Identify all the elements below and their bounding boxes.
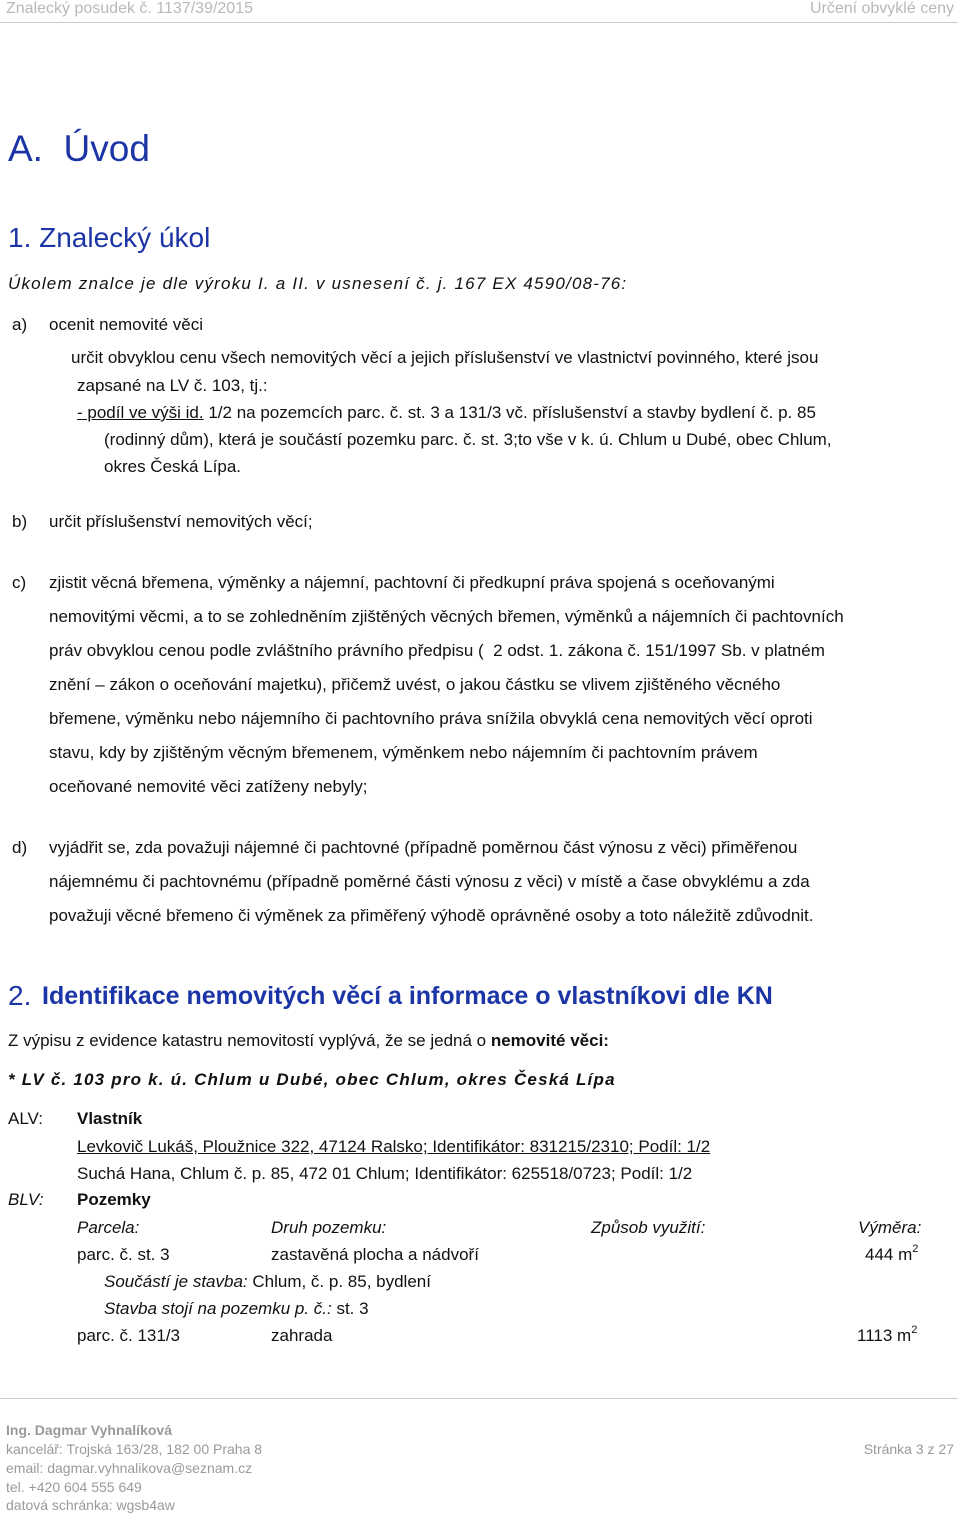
footer-name: Ing. Dagmar Vyhnalíková: [6, 1422, 172, 1438]
item-b-text: určit příslušenství nemovitých věcí;: [49, 512, 313, 531]
item-c-line: nemovitými věcmi, a to se zohledněním zjištěných věcných břemen, výměnků a nájemních či pachtovních: [49, 607, 844, 626]
row2-druh: zahrada: [271, 1326, 333, 1345]
section2-intro-text: Z výpisu z evidence katastru nemovitostí vyplývá, že se jedná o: [8, 1031, 491, 1050]
item-a-line5: okres Česká Lípa.: [104, 457, 242, 476]
stavba-label: Součástí je stavba:: [104, 1272, 248, 1291]
header-doc-number: Znalecký posudek č. 1137/39/2015: [6, 0, 253, 17]
table-header-vymera: Výměra:: [858, 1218, 922, 1237]
section2-title: Identifikace nemovitých věcí a informace o vlastníkovi dle KN: [42, 982, 773, 1010]
table-header-parcela: Parcela:: [77, 1218, 140, 1237]
footer-divider: [0, 1398, 958, 1399]
row1-vymera-sup: 2: [912, 1243, 919, 1255]
share-rest-text: 1/2 na pozemcích parc. č. st. 3 a 131/3 vč. příslušenství a stavby bydlení č. p. 85: [203, 403, 816, 422]
item-a-line4: (rodinný dům), která je součástí pozemku parc. č. st. 3;to vše v k. ú. Chlum u Dubé, obec Chlum,: [104, 430, 832, 449]
item-c-line: stavu, kdy by zjištěným věcným břemenem, výměnkem nebo nájemním či pachtovním právem: [49, 743, 758, 762]
item-d-line: považuji věcné břemeno či výměnek za přiměřený výhodě oprávněné osoby a toto náležitě zdůvodnit.: [49, 906, 814, 925]
blv-label: BLV:: [8, 1190, 44, 1209]
row2-parcela: parc. č. 131/3: [77, 1326, 181, 1345]
item-c-line: znění – zákon o oceňování majetku), přičemž uvést, o jakou částku se vlivem zjištěného věcného: [49, 675, 781, 694]
owner-2: Suchá Hana, Chlum č. p. 85, 472 01 Chlum; Identifikátor: 625518/0723; Podíl: 1/2: [77, 1164, 693, 1183]
table-header-druh: Druh pozemku:: [271, 1218, 387, 1237]
section1-title: 1. Znalecký úkol: [8, 222, 211, 253]
blv-title: Pozemky: [77, 1190, 151, 1209]
row1-vymera-value: 444 m: [865, 1245, 913, 1264]
row1-parcela: parc. č. st. 3: [77, 1245, 170, 1264]
header-divider: [0, 22, 958, 23]
row2-vymera-value: 1113 m: [857, 1326, 912, 1345]
stoji-line: [104, 1299, 369, 1319]
section2-intro-bold: nemovité věci:: [490, 1031, 609, 1050]
stavba-line: [104, 1272, 431, 1292]
item-c-label: c): [12, 573, 27, 592]
item-b-label: b): [12, 512, 28, 531]
section2-number: 2.: [8, 980, 32, 1011]
item-a-line3: [77, 403, 816, 423]
row1-vymera: [865, 1245, 918, 1265]
header-section-title: Určení obvyklé ceny: [809, 0, 954, 17]
item-a-label: a): [12, 315, 28, 334]
footer-databox: datová schránka: wgsb4aw: [6, 1497, 175, 1513]
stoji-label: Stavba stojí na pozemku p. č.:: [104, 1299, 332, 1318]
item-c-line: břemene, výměnku nebo nájemního či pachtovního práva snížila obvyklá cena nemovitých věcí oproti: [49, 709, 813, 728]
table-header-zpusob: Způsob využití:: [591, 1218, 706, 1237]
share-underlined-text: - podíl ve výši id.: [77, 403, 204, 422]
section1-intro: Úkolem znalce je dle výroku I. a II. v usnesení č. j. 167 EX 4590/08-76:: [8, 274, 628, 293]
row1-druh: zastavěná plocha a nádvoří: [271, 1245, 479, 1264]
row2-vymera: [857, 1326, 917, 1346]
item-d-label: d): [12, 838, 28, 857]
section2-intro: [8, 1031, 609, 1051]
lv-line: * LV č. 103 pro k. ú. Chlum u Dubé, obec Chlum, okres Česká Lípa: [8, 1070, 616, 1089]
item-d-line: vyjádřit se, zda považuji nájemné či pachtovné (případně poměrnou část výnosu z věci) přiměřenou: [49, 838, 798, 857]
owner-1: Levkovič Lukáš, Ploužnice 322, 47124 Ralsko; Identifikátor: 831215/2310; Podíl: 1/2: [77, 1137, 711, 1156]
footer-tel: tel. +420 604 555 649: [6, 1479, 142, 1495]
item-a-line1: určit obvyklou cenu všech nemovitých věcí a jejich příslušenství ve vlastnictví povinného, které jsou: [71, 348, 819, 367]
row2-vymera-sup: 2: [911, 1324, 918, 1336]
heading-a-uvod: A. Úvod: [8, 128, 150, 169]
item-c-line: oceňované nemovité věci zatíženy nebyly;: [49, 777, 368, 796]
alv-title: Vlastník: [77, 1109, 143, 1128]
item-a-line2: zapsané na LV č. 103, tj.:: [77, 376, 268, 395]
item-d-line: nájemnému či pachtovnému (případně poměrné části výnosu z věci) v místě a čase obvyklému a zda: [49, 872, 810, 891]
page-number: Stránka 3 z 27: [863, 1441, 954, 1457]
item-a-text: ocenit nemovité věci: [49, 315, 204, 334]
footer-email: email: dagmar.vyhnalikova@seznam.cz: [6, 1460, 253, 1476]
item-c-line: práv obvyklou cenou podle zvláštního právního předpisu ( 2 odst. 1. zákona č. 151/1997 Sb. v platném: [49, 641, 825, 660]
stavba-value: Chlum, č. p. 85, bydlení: [247, 1272, 431, 1291]
footer-office: kancelář: Trojská 163/28, 182 00 Praha 8: [6, 1441, 263, 1457]
item-c-line: zjistit věcná břemena, výměnky a nájemní, pachtovní či předkupní práva spojená s oceňovanými: [49, 573, 775, 592]
stoji-value: st. 3: [331, 1299, 369, 1318]
alv-label: ALV:: [8, 1109, 43, 1128]
